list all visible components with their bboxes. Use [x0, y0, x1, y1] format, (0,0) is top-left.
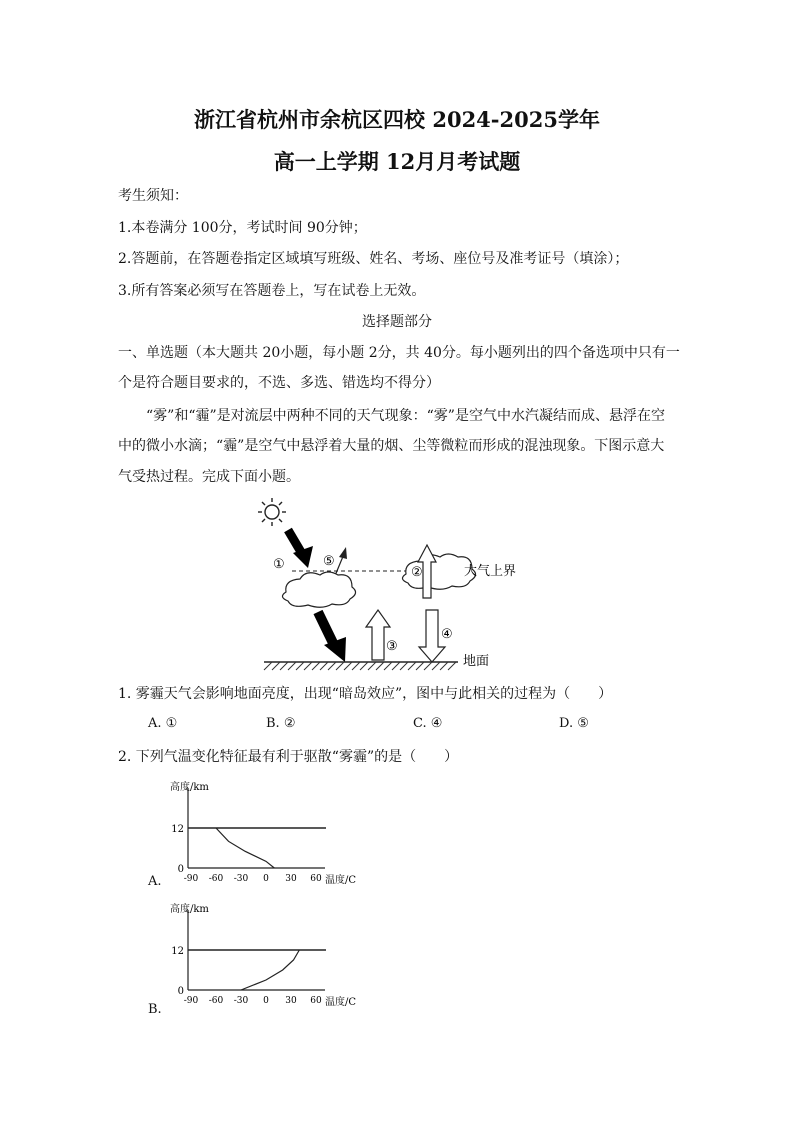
solar-radiation-arrow-lower	[318, 612, 346, 662]
passage-line1: “雾”和“霾”是对流层中两种不同的天气现象：“雾”是空气中水汽凝结而成、悬浮在空	[146, 408, 665, 424]
sun-icon	[258, 498, 286, 526]
chart-a-ylabel: 高度/km	[170, 782, 209, 793]
chart-b-ytick: 0	[177, 986, 184, 997]
label-process-5: ⑤	[323, 554, 335, 569]
label-process-3: ③	[386, 639, 398, 654]
notice-heading: 考生须知：	[118, 188, 188, 204]
chart-a-xtick: 30	[285, 874, 297, 884]
chart-b-xtick: 30	[285, 996, 297, 1006]
question-1-option-b[interactable]: B. ②	[266, 716, 296, 731]
chart-option-b	[160, 900, 380, 1015]
question-2-option-a[interactable]: A.	[148, 874, 162, 889]
page-title-line1: 浙江省杭州市余杭区四校 2024-2025学年	[194, 107, 600, 132]
chart-b-xlabel: 温度/C	[325, 997, 357, 1008]
label-atmosphere-top: 大气上界	[464, 564, 517, 579]
label-process-1: ①	[273, 557, 285, 572]
page-title-line2: 高一上学期 12月月考试题	[273, 149, 521, 174]
notice-item-3: 3.所有答案必须写在答题卷上，写在试卷上无效。	[118, 283, 426, 299]
chart-a-xtick: -90	[183, 874, 199, 884]
chart-a-xtick: 0	[263, 874, 269, 884]
chart-b-ylabel: 高度/km	[170, 904, 209, 915]
question-1-option-c[interactable]: C. ④	[413, 716, 443, 731]
chart-a-temperature-curve	[216, 828, 274, 868]
section-title: 选择题部分	[362, 314, 432, 330]
label-ground: 地面	[463, 654, 490, 669]
passage-line2: 中的微小水滴；“霾”是空气中悬浮着大量的烟、尘等微粒而形成的混浊现象。下图示意大	[118, 438, 665, 454]
question-1-stem: 1. 雾霾天气会影响地面亮度，出现“暗岛效应”，图中与此相关的过程为（ ）	[118, 686, 613, 702]
cloud-left	[282, 572, 355, 607]
passage-line3: 气受热过程。完成下面小题。	[118, 469, 300, 485]
chart-a-xtick: -60	[208, 874, 224, 884]
chart-a-xlabel: 温度/C	[325, 875, 357, 886]
notice-item-2: 2.答题前，在答题卷指定区域填写班级、姓名、考场、座位号及准考证号（填涂）；	[118, 251, 629, 267]
solar-radiation-arrow-upper	[288, 530, 313, 568]
chart-a-ytick: 0	[177, 864, 184, 875]
chart-b-xtick: -30	[233, 996, 249, 1006]
chart-b-temperature-curve	[241, 950, 299, 990]
chart-a-xtick: 60	[310, 874, 322, 884]
chart-b-ytick: 12	[171, 946, 184, 957]
chart-option-a	[160, 778, 380, 888]
chart-b-xtick: -90	[183, 996, 199, 1006]
chart-a-xtick: -30	[233, 874, 249, 884]
ground-hatch	[264, 662, 456, 670]
question-1-option-a[interactable]: A. ①	[148, 716, 178, 731]
chart-a-ytick: 12	[171, 824, 184, 835]
section-instruction-line2: 个是符合题目要求的，不选、多选、错选均不得分）	[118, 375, 440, 391]
chart-b-xtick: 0	[263, 996, 269, 1006]
question-1-option-d[interactable]: D. ⑤	[559, 716, 589, 731]
section-instruction-line1: 一、单选题（本大题共 20小题，每小题 2分，共 40分。每小题列出的四个备选项中只有一	[118, 345, 680, 361]
chart-b-xtick: -60	[208, 996, 224, 1006]
question-2-stem: 2. 下列气温变化特征最有利于驱散“雾霾”的是（ ）	[118, 749, 459, 765]
chart-b-xtick: 60	[310, 996, 322, 1006]
question-2-option-b[interactable]: B.	[148, 1002, 162, 1017]
notice-item-1: 1.本卷满分 100分，考试时间 90分钟；	[118, 220, 367, 236]
label-process-2: ②	[411, 565, 423, 580]
label-process-4: ④	[441, 627, 453, 642]
